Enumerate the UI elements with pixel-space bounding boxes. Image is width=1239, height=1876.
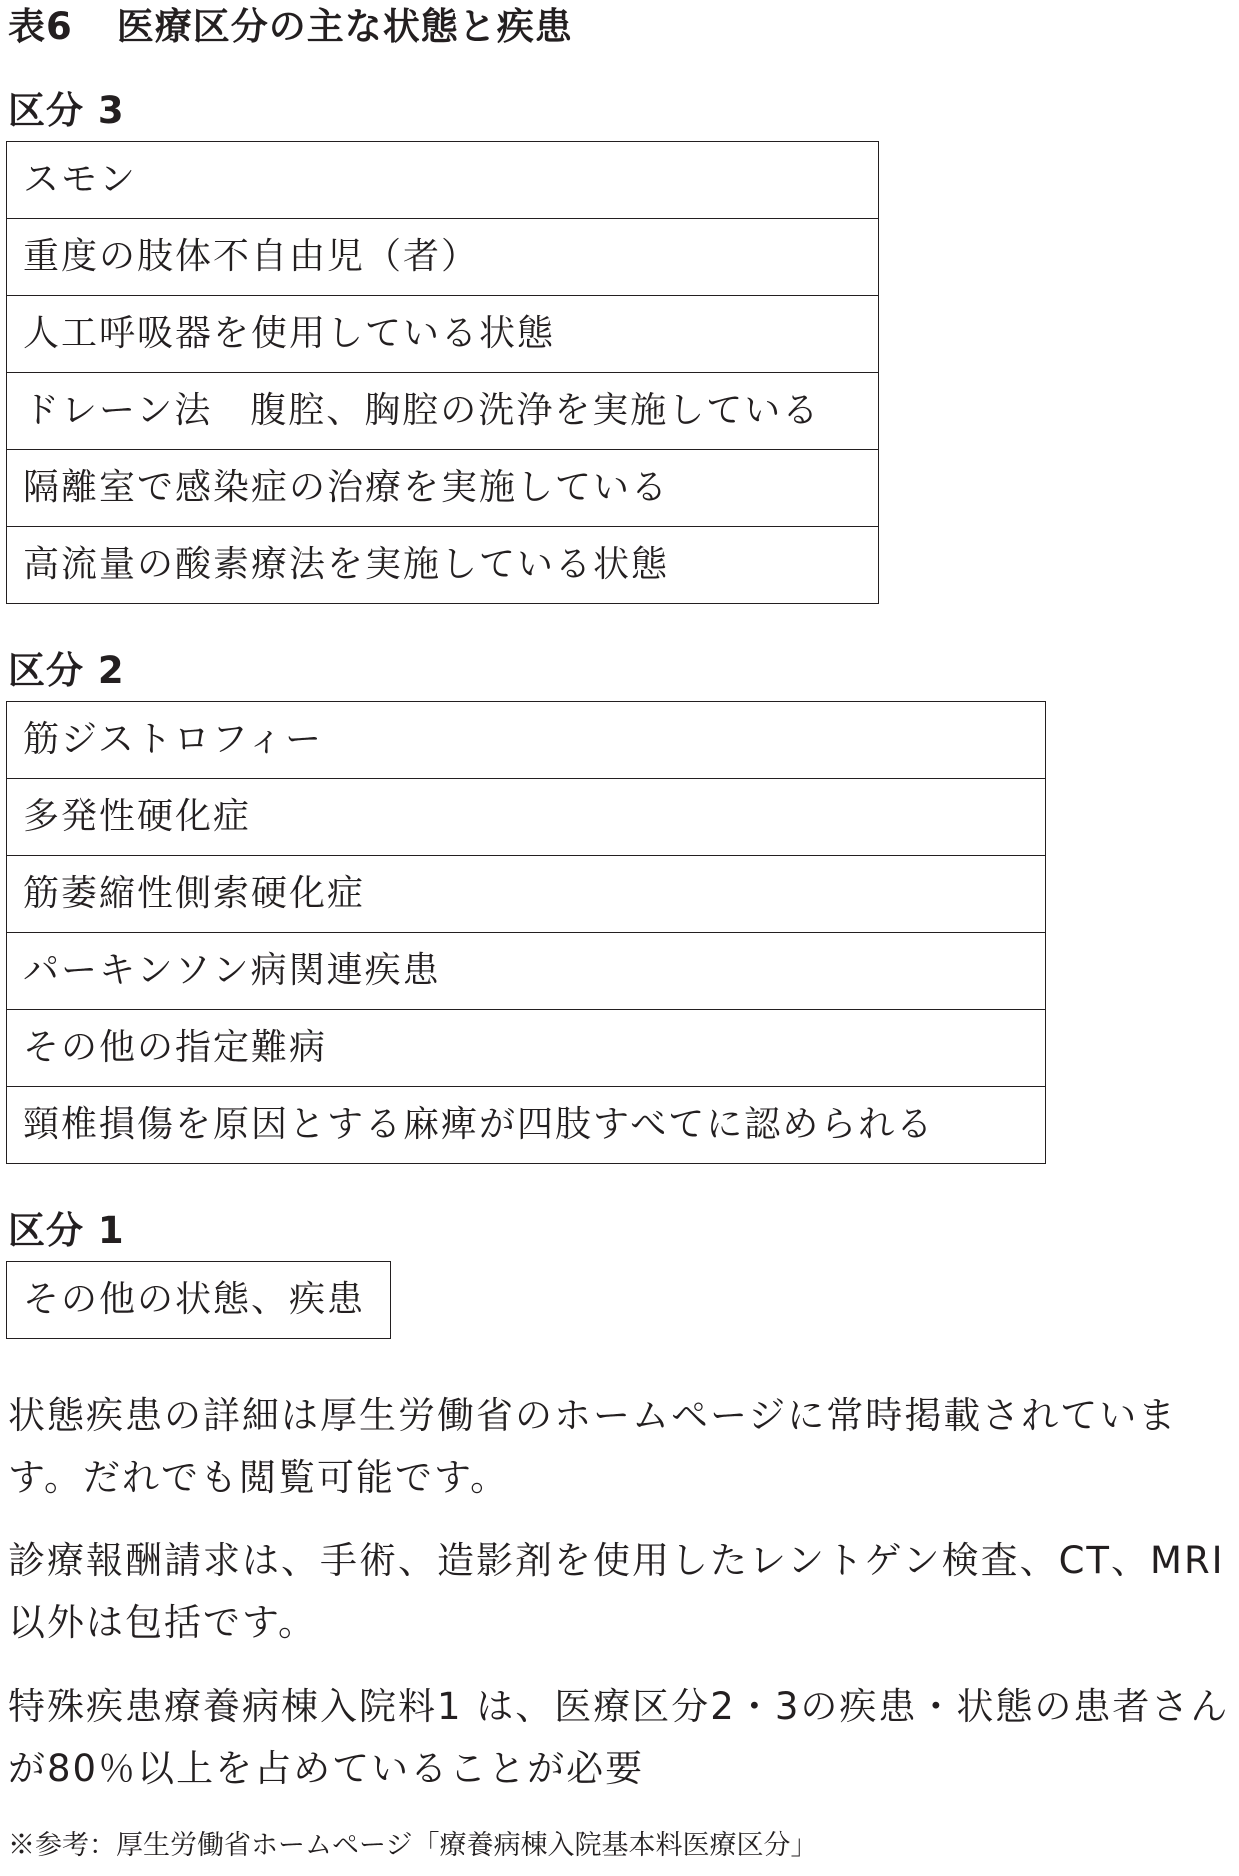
- table-row: スモン: [7, 142, 879, 219]
- section-2-table: [6, 701, 1046, 1164]
- paragraph-details: 状態疾患の詳細は厚生労働省のホームページに常時掲載されています。だれでも閲覧可能です。: [8, 1394, 1178, 1499]
- table-row: 人工呼吸器を使用している状態: [7, 296, 879, 373]
- section-3-table: [6, 141, 879, 604]
- section-1-heading: 区分 1: [8, 1209, 125, 1252]
- table-number-label: 表6: [8, 5, 73, 48]
- section-3-heading: 区分 3: [8, 89, 125, 132]
- reference-note: ※参考：厚生労働省ホームページ「療養病棟入院基本料医療区分」: [8, 1830, 818, 1861]
- section-2-heading: 区分 2: [8, 649, 125, 692]
- table-row: パーキンソン病関連疾患: [7, 933, 1046, 1010]
- table-row: その他の指定難病: [7, 1010, 1046, 1087]
- table-title: 医療区分の主な状態と疾患: [116, 5, 573, 48]
- table-row: 隔離室で感染症の治療を実施している: [7, 450, 879, 527]
- paragraph-billing: 診療報酬請求は、手術、造影剤を使用したレントゲン検査、CT、MRI以外は包括です。: [8, 1539, 1225, 1644]
- table-row: 重度の肢体不自由児（者）: [7, 219, 879, 296]
- table-row: 多発性硬化症: [7, 779, 1046, 856]
- table-row: 高流量の酸素療法を実施している状態: [7, 527, 879, 604]
- table-row: その他の状態、疾患: [7, 1262, 391, 1339]
- table-row: ドレーン法 腹腔、胸腔の洗浄を実施している: [7, 373, 879, 450]
- table-row: 筋萎縮性側索硬化症: [7, 856, 1046, 933]
- paragraph-admission-fee: 特殊疾患療養病棟入院料1 は、医療区分2・3の疾患・状態の患者さんが80％以上を占めていることが必要: [8, 1685, 1230, 1790]
- page-title: [8, 2, 573, 52]
- table-row: 筋ジストロフィー: [7, 702, 1046, 779]
- table-row: 頸椎損傷を原因とする麻痺が四肢すべてに認められる: [7, 1087, 1046, 1164]
- section-1-table: [6, 1261, 391, 1339]
